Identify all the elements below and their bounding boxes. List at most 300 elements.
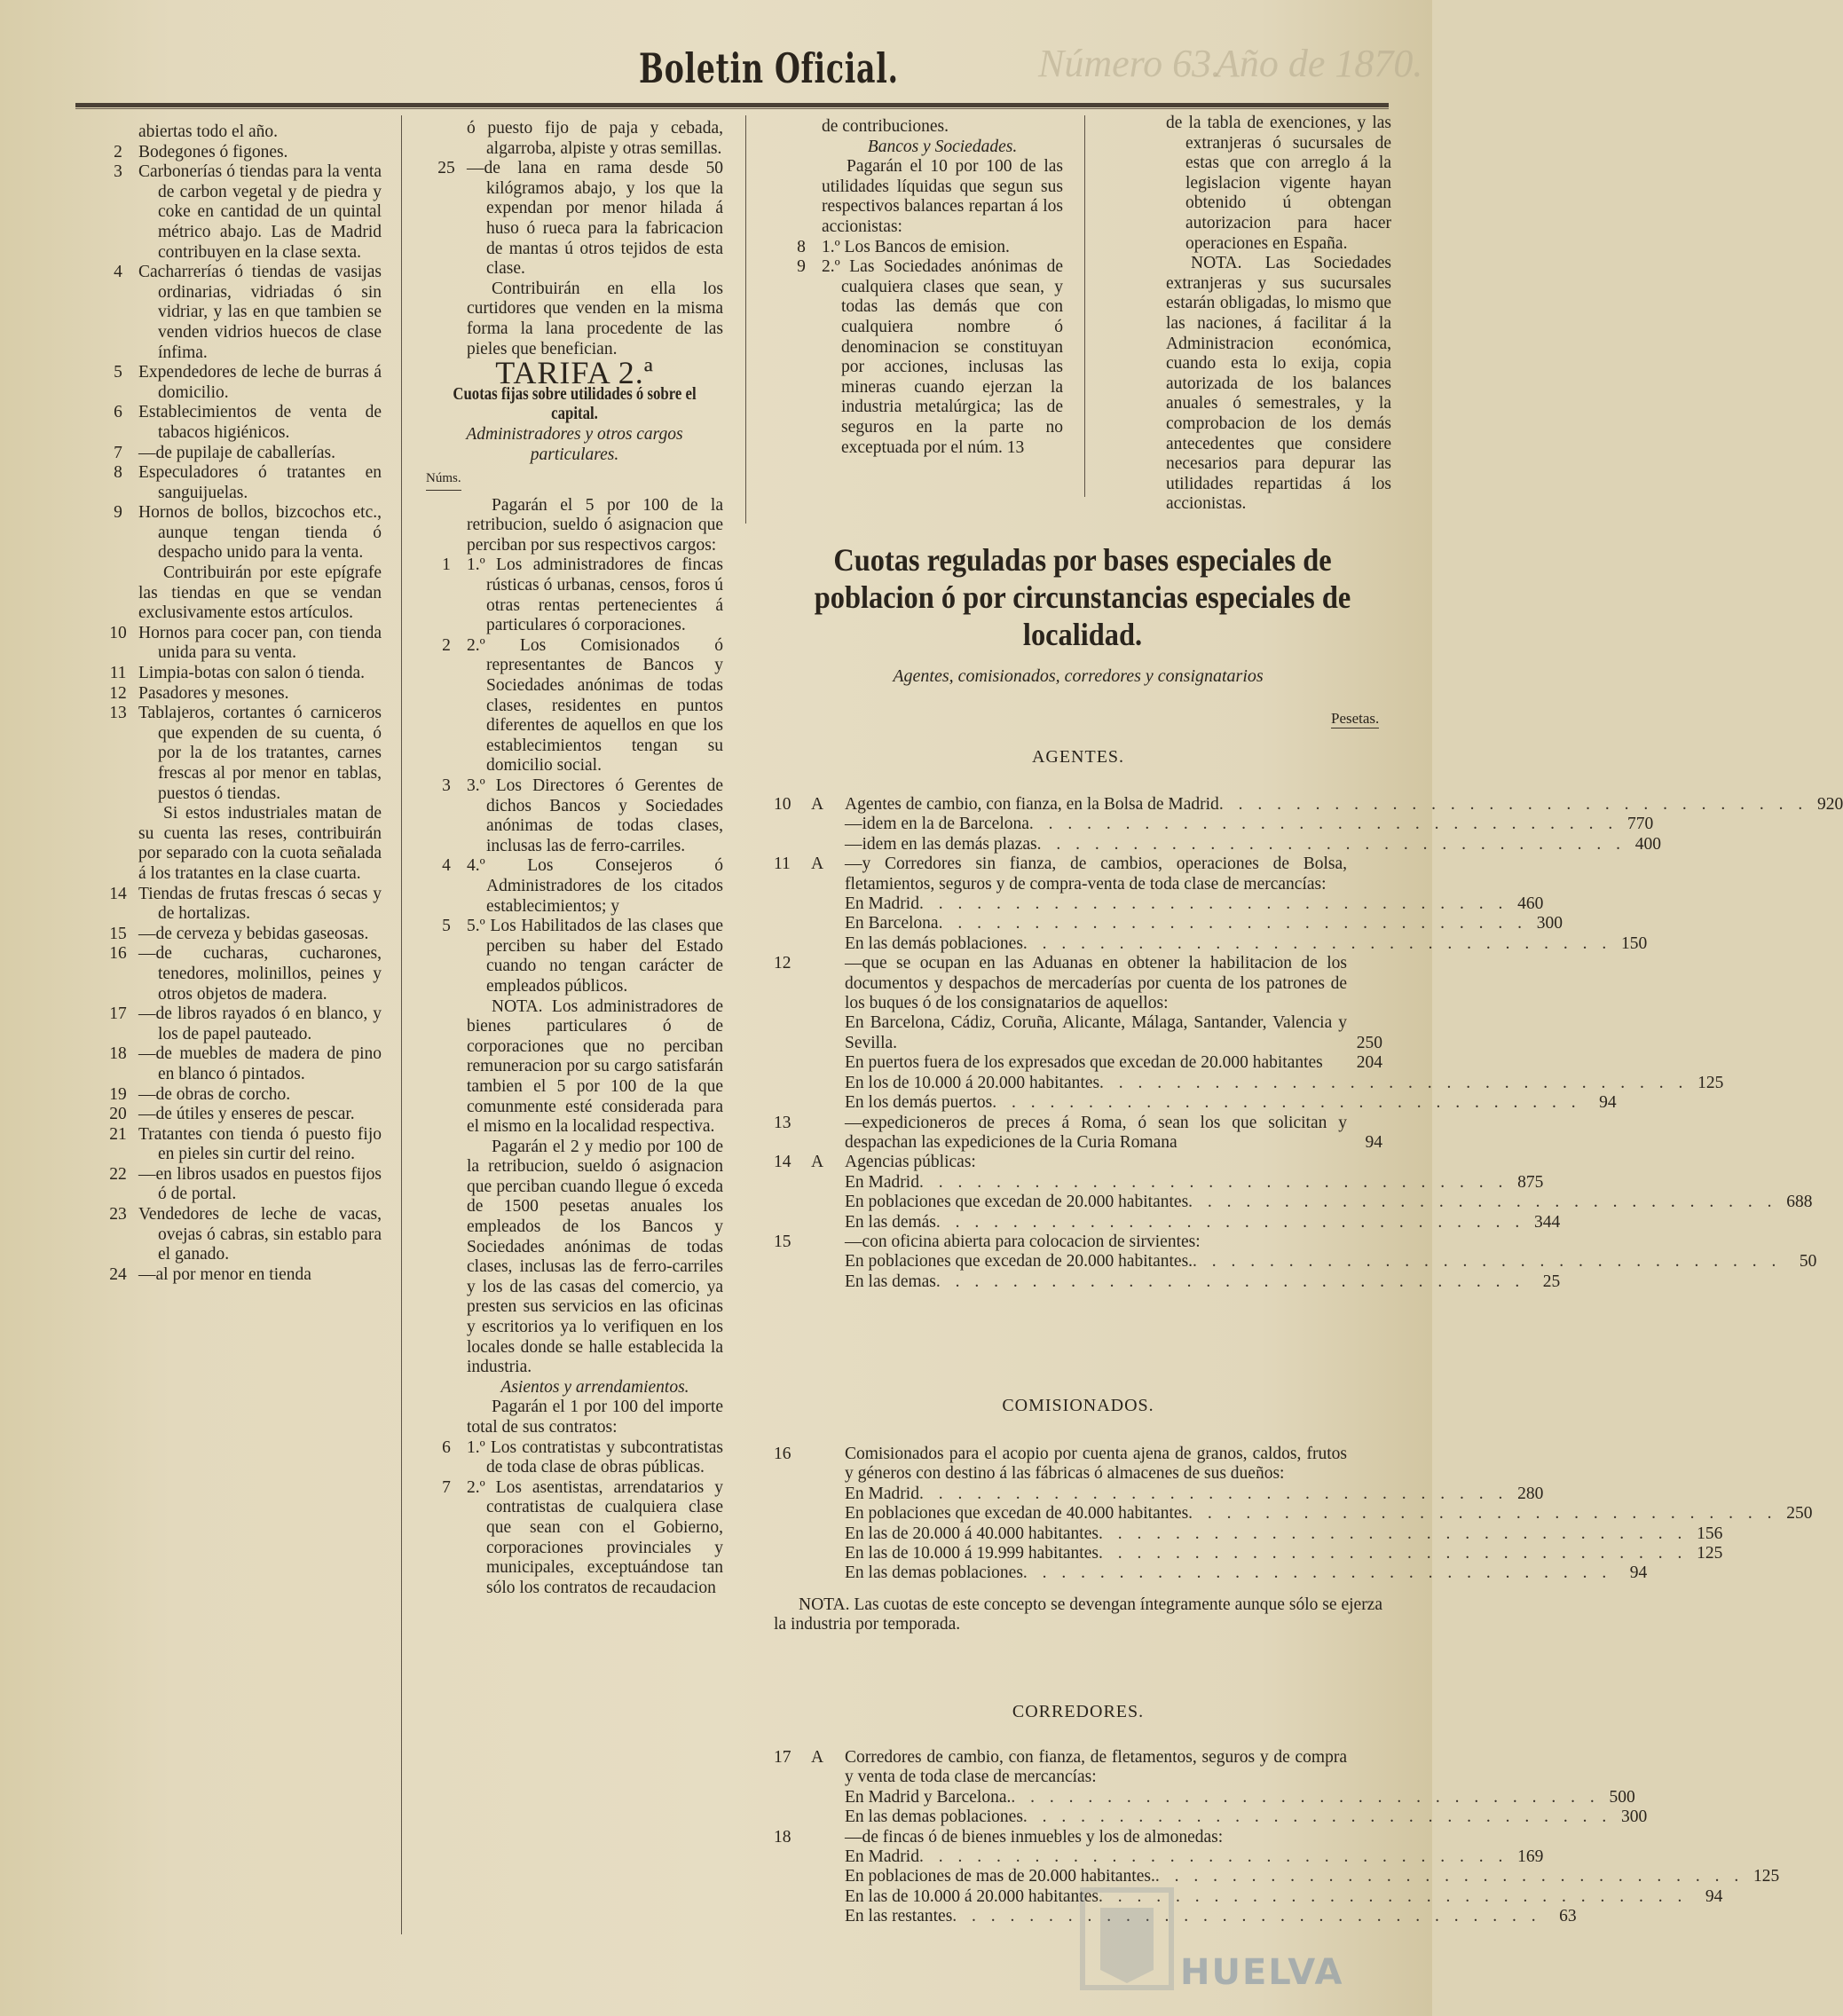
- row-letter: [811, 1445, 845, 1484]
- row-value: 500: [1609, 1787, 1635, 1807]
- page-title: Boletin Oficial.: [639, 44, 899, 92]
- row-value: 50: [1799, 1252, 1817, 1272]
- item-number: [781, 138, 822, 158]
- row-description-text: En las demas: [845, 1272, 936, 1291]
- row-description: En puertos fuera de los expresados que excedan de 20.000 habitantes: [845, 1053, 1323, 1073]
- item-number: 15: [109, 924, 127, 943]
- item-text: —en libros usados en puestos fijos ó de portal.: [138, 1164, 382, 1204]
- leader-dots: . . . . . . . . . . . . . . . . . . . . . . . . . . . . . . .: [1098, 1524, 1688, 1543]
- table-row: [774, 1445, 1382, 1484]
- leader-dots: . . . . . . . . . . . . . . . . . . . . . . . . . . . . . . .: [918, 1847, 1508, 1867]
- row-number: [774, 934, 811, 954]
- row-number: [774, 894, 811, 914]
- item-text: —de cucharas, cucharones, tenedores, molinillos, peines y otros objetos de madera.: [138, 944, 382, 1004]
- table-row: [774, 1544, 1723, 1563]
- item-text: NOTA. Las Sociedades extranjeras y sus sucursales estarán obligadas, lo mismo que las naciones, á facilitar á la Administracion económica, cuando esta lo exija, copia autorizada de los balances anuales ó semestrales, y la comprobacion de los demás antecedentes que considere necesarios para depurar las utilidades repartidas á los accionistas.: [1166, 254, 1391, 514]
- item-text: 1.º Los administradores de fincas rústicas ó urbanas, censos, foros ú otras rentas pertenecientes á particulares ó corporaciones.: [467, 555, 723, 635]
- item-text: Hornos para cocer pan, con tienda unida para su venta.: [138, 623, 382, 663]
- row-number: [774, 1272, 811, 1292]
- row-number: [774, 1484, 811, 1504]
- row-value: 25: [1542, 1272, 1561, 1291]
- list-item: [98, 1165, 382, 1205]
- row-description-text: En poblaciones que excedan de 20.000 habitantes: [845, 1193, 1189, 1212]
- row-number: [774, 1173, 811, 1193]
- row-description: [845, 1232, 1347, 1252]
- leader-dots: . . . . . . . . . . . . . . . . . . . . . . . . . . . . . . .: [1154, 1867, 1745, 1886]
- row-description: [845, 1213, 1524, 1232]
- row-description: [845, 934, 1611, 954]
- row-number: [774, 1504, 811, 1524]
- item-text: Tablajeros, cortantes ó carniceros que expenden de su cuenta, ó por la de los tratantes, carnes frescas al por menor en tablas, puestos ó tiendas.: [138, 704, 382, 803]
- row-value: 300: [1621, 1807, 1648, 1827]
- table-row: [774, 854, 1382, 894]
- item-text: de contribuciones.: [822, 117, 949, 136]
- list-item: [98, 1125, 382, 1165]
- row-description-text: En poblaciones que excedan de 40.000 habitantes: [845, 1504, 1189, 1524]
- row-description: [845, 835, 1626, 854]
- list-item: [781, 157, 1063, 237]
- item-number: [781, 157, 822, 237]
- table-row: [774, 1828, 1382, 1847]
- leader-dots: . . . . . . . . . . . . . . . . . . . . . . . . . . . . . . .: [935, 1212, 1525, 1232]
- item-number: 1: [442, 555, 451, 575]
- row-description-text: Agencias públicas:: [845, 1153, 976, 1172]
- table-row: [774, 834, 1661, 854]
- tarifa-heading: TARIFA 2.ª: [495, 355, 654, 391]
- table-row: [774, 1748, 1382, 1788]
- row-description: [845, 1524, 1687, 1544]
- row-letter: [811, 1053, 845, 1073]
- item-text: Pasadores y mesones.: [138, 683, 289, 703]
- row-letter: [811, 1074, 845, 1093]
- row-number: [774, 1907, 811, 1926]
- list-item: [781, 117, 1063, 138]
- item-text: Limpia-botas con salon ó tienda.: [138, 664, 366, 683]
- list-item: [1125, 254, 1391, 515]
- row-number: [774, 1013, 811, 1053]
- row-number: 18: [774, 1827, 792, 1847]
- row-letter: [811, 1173, 845, 1193]
- item-text: 2.º Los asentistas, arrendatarios y contratistas de cualquiera clase que sean con el Gobierno, corporaciones provinciales y municipales, exceptuándose tan sólo los contratos de recaudacion: [467, 1477, 723, 1597]
- table-row: [774, 1847, 1544, 1867]
- row-number: [774, 1544, 811, 1563]
- item-text: NOTA. Los administradores de bienes particulares ó de corporaciones que no perciban remuneracion por su cargo satisfarán tambien el 5 por 100 de la que comunmente esté considerada para el mismo en la localidad respectiva.: [467, 996, 723, 1137]
- column-divider: [745, 115, 746, 524]
- item-text: —de obras de corcho.: [138, 1084, 291, 1104]
- item-number: [781, 117, 822, 138]
- row-letter: [811, 1252, 845, 1272]
- list-item: [98, 925, 382, 945]
- row-description-text: En las demas poblaciones: [845, 1807, 1023, 1827]
- row-description-text: En Madrid: [845, 1172, 919, 1192]
- list-item: [426, 280, 723, 359]
- item-number: [98, 804, 138, 884]
- row-description-text: En Madrid y Barcelona.: [845, 1787, 1012, 1807]
- table-row: [774, 1212, 1561, 1232]
- row-letter: [811, 1524, 845, 1544]
- column-2-bottom: [426, 496, 723, 1599]
- leader-dots: . . . . . . . . . . . . . . . . . . . . . . . . . . . . . . .: [1188, 1504, 1777, 1524]
- item-number: 17: [109, 1004, 127, 1024]
- item-number: [426, 496, 467, 556]
- table-row: [774, 894, 1544, 914]
- item-text: 1.º Los Bancos de emision.: [822, 237, 1010, 256]
- row-letter: [811, 1504, 845, 1524]
- table-row: [774, 1232, 1382, 1252]
- row-description-text: —de fincas ó de bienes inmuebles y los de almonedas:: [845, 1827, 1224, 1847]
- list-item: [98, 1105, 382, 1125]
- list-item: [98, 624, 382, 664]
- row-value: [1347, 954, 1382, 1013]
- row-value: 125: [1697, 1544, 1723, 1563]
- leader-dots: . . . . . . . . . . . . . . . . . . . . . . . . . . . . . . .: [935, 1272, 1525, 1291]
- row-value: 688: [1786, 1193, 1813, 1212]
- list-item: [98, 944, 382, 1004]
- ghost-number-text: Número 63.: [1038, 42, 1222, 85]
- row-description: [845, 1828, 1347, 1847]
- item-number: 3: [442, 776, 451, 795]
- item-text: —de lana en rama desde 50 kilógramos abajo, y los que la expendan por menor hilada á huso ó rueca para la fabricacion de mantas ú otros tejidos de esta clase.: [467, 159, 723, 279]
- item-number: 8: [114, 463, 122, 483]
- item-text: —al por menor en tienda: [138, 1264, 311, 1284]
- row-description-text: En las de 10.000 á 20.000 habitantes: [845, 1886, 1099, 1906]
- table-row: [774, 1563, 1648, 1583]
- item-text: Hornos de bollos, bizcochos etc., aunque tengan tienda ó despacho unido para la venta.: [138, 503, 382, 563]
- row-value: 94: [1365, 1132, 1382, 1152]
- item-number: 12: [109, 683, 127, 703]
- column-2-top: [426, 119, 723, 359]
- row-number: [774, 1847, 811, 1867]
- row-value: 280: [1517, 1484, 1544, 1503]
- item-number: 5: [442, 917, 451, 936]
- row-letter: [811, 1867, 845, 1886]
- item-number: [426, 1138, 467, 1378]
- list-item: [98, 143, 382, 163]
- row-description: [845, 1173, 1508, 1193]
- row-value: 94: [1705, 1886, 1723, 1906]
- row-value: 169: [1517, 1847, 1544, 1867]
- item-text: Pagarán el 1 por 100 del importe total de sus contratos:: [467, 1398, 723, 1437]
- item-text: 5.º Los Habilitados de las clases que perciben su haber del Estado cuando no tengan carácter de empleados públicos.: [467, 917, 723, 996]
- row-letter: [811, 1887, 845, 1907]
- masthead: [0, 35, 1432, 98]
- row-letter: [811, 1093, 845, 1113]
- row-description-text: En poblaciones que excedan de 20.000 habitantes.: [845, 1252, 1193, 1272]
- header-rule: [75, 103, 1389, 107]
- item-number: 2: [114, 142, 122, 161]
- table-row: [774, 1153, 1382, 1172]
- item-text: Tratantes con tienda ó puesto fijo en pieles sin curtir del reino.: [138, 1124, 382, 1164]
- item-text: —de pupilaje de caballerías.: [138, 443, 335, 462]
- table-row: [774, 1787, 1635, 1807]
- item-text: Establecimientos de venta de tabacos higiénicos.: [138, 403, 382, 442]
- row-letter: [811, 1272, 845, 1292]
- item-number: 3: [114, 162, 122, 182]
- item-number: 16: [109, 944, 127, 964]
- leader-dots: . . . . . . . . . . . . . . . . . . . . . . . . . . . . . . .: [1022, 1807, 1612, 1827]
- row-description-text: En Madrid: [845, 1484, 919, 1503]
- item-text: abiertas todo el año.: [138, 122, 279, 141]
- list-item: [98, 1265, 382, 1286]
- list-item: [98, 122, 382, 143]
- row-number: [774, 1887, 811, 1907]
- item-text: ó puesto fijo de paja y cebada, algarroba, alpiste y otras semillas.: [467, 119, 723, 158]
- item-number: 5: [114, 363, 122, 382]
- stamp-text: HUELVA: [1180, 1952, 1344, 1993]
- item-text: Especuladores ó tratantes en sanguijuelas.: [138, 463, 382, 502]
- row-description: [845, 1153, 1347, 1172]
- corredores-title: CORREDORES.: [1012, 1702, 1145, 1721]
- row-description: —y Corredores sin fianza, de cambios, operaciones de Bolsa, fletamientos, seguros y de compra-venta de toda clase de mercancías:: [845, 854, 1347, 894]
- row-value: [1347, 1445, 1382, 1484]
- item-number: [1125, 254, 1166, 515]
- row-number: 16: [774, 1445, 792, 1463]
- row-value: [1347, 854, 1382, 894]
- item-number: [98, 122, 138, 143]
- row-number: [774, 1213, 811, 1232]
- row-number: [774, 1093, 811, 1113]
- row-value: 920: [1816, 795, 1843, 814]
- row-description-text: En poblaciones de mas de 20.000 habitantes.: [845, 1867, 1155, 1886]
- leader-dots: . . . . . . . . . . . . . . . . . . . . . . . . . . . . . . .: [1022, 933, 1612, 953]
- row-value: 400: [1634, 834, 1661, 854]
- table-row: [774, 1504, 1813, 1524]
- list-item: [1125, 114, 1391, 254]
- list-item: [98, 1205, 382, 1265]
- row-value: 875: [1517, 1172, 1544, 1192]
- row-number: 13: [774, 1113, 792, 1132]
- row-letter: [811, 1213, 845, 1232]
- list-item: [426, 159, 723, 280]
- header-rule-thin: [75, 108, 1389, 109]
- item-text: 2.º Las Sociedades anónimas de cualquiera clases que sean, y todas las demás que con cualquiera nombre ó denominacion se constituyan por acciones, inclusas las mineras cuando ejerzan la industria metalúrgica; las de seguros en la parte no exceptuada por el núm. 13: [822, 257, 1063, 457]
- row-number: 10: [774, 795, 792, 814]
- row-description-text: En Madrid: [845, 894, 919, 914]
- row-description: [845, 914, 1527, 933]
- item-number: [1125, 114, 1166, 254]
- row-description-text: En los de 10.000 á 20.000 habitantes: [845, 1073, 1100, 1092]
- table-row: [774, 1807, 1648, 1827]
- item-number: 22: [109, 1164, 127, 1184]
- row-value: [1347, 1828, 1382, 1847]
- column-2: [426, 119, 723, 1598]
- list-item: [98, 463, 382, 503]
- row-value: [1347, 1153, 1382, 1172]
- table-row: [774, 1172, 1544, 1193]
- item-text: Pagarán el 10 por 100 de las utilidades líquidas que segun sus respectivos balances repartan á los accionistas:: [822, 157, 1063, 236]
- list-item: [781, 257, 1063, 458]
- table-row: [774, 933, 1648, 954]
- row-letter: [811, 1847, 845, 1867]
- item-number: [426, 997, 467, 1138]
- row-value: 156: [1697, 1524, 1723, 1543]
- item-text: Expendedores de leche de burras á domicilio.: [138, 363, 382, 402]
- list-item: [98, 1004, 382, 1044]
- list-item: [98, 162, 382, 263]
- list-item: [781, 238, 1063, 258]
- row-description: [845, 795, 1808, 815]
- row-letter: [811, 1114, 845, 1154]
- row-number: 11: [774, 854, 791, 874]
- leader-dots: . . . . . . . . . . . . . . . . . . . . . . . . . . . . . . .: [918, 1484, 1508, 1503]
- item-text: Bancos y Sociedades.: [867, 137, 1018, 156]
- list-item: [426, 119, 723, 159]
- leader-dots: . . . . . . . . . . . . . . . . . . . . . . . . . . . . . . .: [938, 914, 1527, 933]
- item-text: 1.º Los contratistas y subcontratistas de toda clase de obras públicas.: [467, 1437, 723, 1477]
- table-row: [774, 815, 1654, 834]
- item-text: Tiendas de frutas frescas ó secas y de hortalizas.: [138, 884, 382, 924]
- row-description: Comisionados para el acopio por cuenta ajena de granos, caldos, frutos y géneros con destino á las fábricas ó almacenes de sus dueños:: [845, 1445, 1347, 1484]
- table-row: [774, 1524, 1723, 1544]
- row-number: 14: [774, 1153, 792, 1172]
- item-number: 10: [109, 623, 127, 642]
- table-row: [774, 1093, 1617, 1113]
- row-description-text: —con oficina abierta para colocacion de sirvientes:: [845, 1232, 1201, 1251]
- list-item: [426, 1378, 723, 1398]
- item-text: Asientos y arrendamientos.: [500, 1377, 689, 1397]
- leader-dots: . . . . . . . . . . . . . . . . . . . . . . . . . . . . . . .: [1218, 795, 1808, 814]
- row-letter: [811, 1193, 845, 1212]
- item-text: Carbonerías ó tiendas para la venta de carbon vegetal y de piedra y coke en cantidad de un quintal métrico abajo. Las de Madrid contribuyen en la clase sexta.: [138, 162, 382, 262]
- table-row: [774, 1272, 1561, 1292]
- row-letter: [811, 1807, 845, 1827]
- row-description: [845, 1074, 1688, 1093]
- list-item: [426, 997, 723, 1138]
- list-item: [98, 1085, 382, 1106]
- row-number: [774, 815, 811, 834]
- cuotas-heading: Cuotas reguladas por bases especiales de poblacion ó por circunstancias especiales de localidad.: [814, 542, 1351, 652]
- list-item: [98, 563, 382, 624]
- leader-dots: . . . . . . . . . . . . . . . . . . . . . . . . . . . . . . .: [1011, 1787, 1600, 1807]
- tarifa-subtitle: Cuotas fijas sobre utilidades ó sobre el capital.: [453, 384, 697, 424]
- row-number: [774, 1563, 811, 1583]
- row-letter: [811, 835, 845, 854]
- item-number: 6: [442, 1437, 451, 1457]
- list-item: [426, 1478, 723, 1599]
- row-value: 770: [1627, 815, 1654, 834]
- list-item: [98, 704, 382, 804]
- list-item: [98, 363, 382, 403]
- item-text: Bodegones ó figones.: [138, 142, 288, 161]
- pesetas-label: Pesetas.: [1331, 710, 1380, 727]
- row-letter: [811, 954, 845, 1013]
- row-number: 15: [774, 1232, 792, 1251]
- row-value: 94: [1629, 1563, 1648, 1583]
- row-description: —expedicioneros de preces á Roma, ó sean los que solicitan y despachan las expediciones de la Curia Romana: [845, 1113, 1347, 1152]
- row-number: 12: [774, 954, 792, 973]
- row-description: Corredores de cambio, con fianza, de fletamentos, seguros y de compra y venta de toda clase de mercancías:: [845, 1748, 1347, 1787]
- item-number: [98, 563, 138, 624]
- table-row: [774, 914, 1563, 933]
- row-letter: [811, 934, 845, 954]
- list-item: [426, 1438, 723, 1478]
- row-value: [1347, 1748, 1382, 1788]
- leader-dots: . . . . . . . . . . . . . . . . . . . . . . . . . . . . . . .: [1098, 1544, 1688, 1563]
- row-number: [774, 1867, 811, 1886]
- comisionados-nota: NOTA. Las cuotas de este concepto se devengan íntegramente aunque sólo se ejerza la industria por temporada.: [774, 1595, 1382, 1634]
- agentes-table: [774, 795, 1843, 1292]
- leader-dots: . . . . . . . . . . . . . . . . . . . . . . . . . . . . . . .: [992, 1093, 1581, 1113]
- column-3: [781, 117, 1063, 458]
- row-number: 17: [774, 1748, 792, 1767]
- item-text: Pagarán el 2 y medio por 100 de la retribucion, sueldo ó asignacion que perciban cuando llegue ó exceda de 1500 pesetas anuales los empleados de los Bancos y Sociedades anónimas de todas clases, inclusas las de ferro-carriles y los de las casas del comercio, ya presten sus servicios en las oficinas y escritorios ya lo verifiquen en los locales donde se halle establecida la industria.: [467, 1137, 723, 1377]
- item-text: Cacharrerías ó tiendas de vasijas ordinarias, vidriadas ó sin vidriar, y las en que tambien se venden vidrios huecos de clase ínfima.: [138, 263, 382, 362]
- item-number: 8: [797, 237, 806, 256]
- item-text: Si estos industriales matan de su cuenta las reses, contribuirán por separado con la cuota señalada á los tratantes en la clase cuarta.: [138, 804, 382, 883]
- leader-dots: . . . . . . . . . . . . . . . . . . . . . . . . . . . . . . .: [1022, 1563, 1612, 1583]
- row-letter: A: [811, 795, 824, 814]
- row-letter: [811, 1544, 845, 1563]
- list-item: [98, 263, 382, 363]
- table-row: [774, 1013, 1382, 1053]
- column-divider: [1084, 115, 1085, 497]
- list-item: [426, 1398, 723, 1437]
- row-letter: [811, 894, 845, 914]
- row-number: [774, 1252, 811, 1272]
- row-description: [845, 1484, 1508, 1504]
- leader-dots: . . . . . . . . . . . . . . . . . . . . . . . . . . . . . . .: [918, 1172, 1508, 1192]
- leader-dots: . . . . . . . . . . . . . . . . . . . . . . . . . . . . . . .: [918, 894, 1508, 914]
- item-number: 11: [109, 664, 127, 683]
- row-value: 125: [1752, 1867, 1780, 1886]
- table-row: [774, 1193, 1813, 1212]
- row-value: [1347, 1232, 1382, 1252]
- row-description: [845, 1788, 1600, 1807]
- row-description: [845, 1093, 1581, 1113]
- row-description: [845, 1272, 1524, 1292]
- row-number: [774, 1524, 811, 1544]
- leader-dots: . . . . . . . . . . . . . . . . . . . . . . . . . . . . . . .: [952, 1907, 1541, 1926]
- row-description-text: —idem en las demás plazas: [845, 834, 1037, 854]
- row-letter: [811, 1013, 845, 1053]
- column-4: [1125, 114, 1391, 515]
- row-value: 150: [1621, 933, 1648, 953]
- row-letter: A: [811, 1153, 824, 1172]
- item-text: 4.º Los Consejeros ó Administradores de los citados establecimientos; y: [467, 856, 723, 916]
- list-item: [98, 804, 382, 884]
- list-item: [426, 776, 723, 856]
- row-description: [845, 815, 1618, 834]
- row-value: 300: [1536, 914, 1563, 933]
- list-item: [98, 885, 382, 925]
- item-text: 2.º Los Comisionados ó representantes de Bancos y Sociedades anónimas de todas clases, residentes en puntos diferentes de aquellos en que los establecimientos tengan su domicilio social.: [467, 635, 723, 776]
- row-value: 250: [1786, 1504, 1813, 1524]
- list-item: [426, 917, 723, 996]
- row-value: 125: [1697, 1073, 1724, 1092]
- cuotas-subheading: Agentes, comisionados, corredores y consignatarios: [893, 666, 1264, 686]
- list-item: [98, 403, 382, 443]
- comisionados-table: [774, 1445, 1813, 1584]
- leader-dots: . . . . . . . . . . . . . . . . . . . . . . . . . . . . . . .: [1193, 1252, 1782, 1272]
- row-description-text: En las de 10.000 á 19.999 habitantes: [845, 1544, 1099, 1563]
- item-number: 20: [109, 1105, 127, 1124]
- row-description: [845, 1807, 1611, 1827]
- item-text: 3.º Los Directores ó Gerentes de dichos Bancos y Sociedades anónimas de todas clases, inclusas las de ferro-carriles.: [467, 776, 723, 855]
- table-row: [774, 954, 1382, 1013]
- item-text: Vendedores de leche de vacas, ovejas ó cabras, sin establo para el ganado.: [138, 1205, 382, 1264]
- column-divider: [401, 115, 402, 1934]
- list-item: [98, 503, 382, 563]
- table-row: [774, 1114, 1382, 1154]
- row-description: [845, 894, 1508, 914]
- item-number: [426, 1398, 467, 1437]
- item-number: 4: [114, 263, 122, 282]
- leader-dots: . . . . . . . . . . . . . . . . . . . . . . . . . . . . . . .: [1099, 1073, 1689, 1092]
- row-description: [845, 1563, 1611, 1583]
- table-row: [774, 795, 1843, 815]
- item-number: 4: [442, 856, 451, 876]
- row-letter: [811, 1563, 845, 1583]
